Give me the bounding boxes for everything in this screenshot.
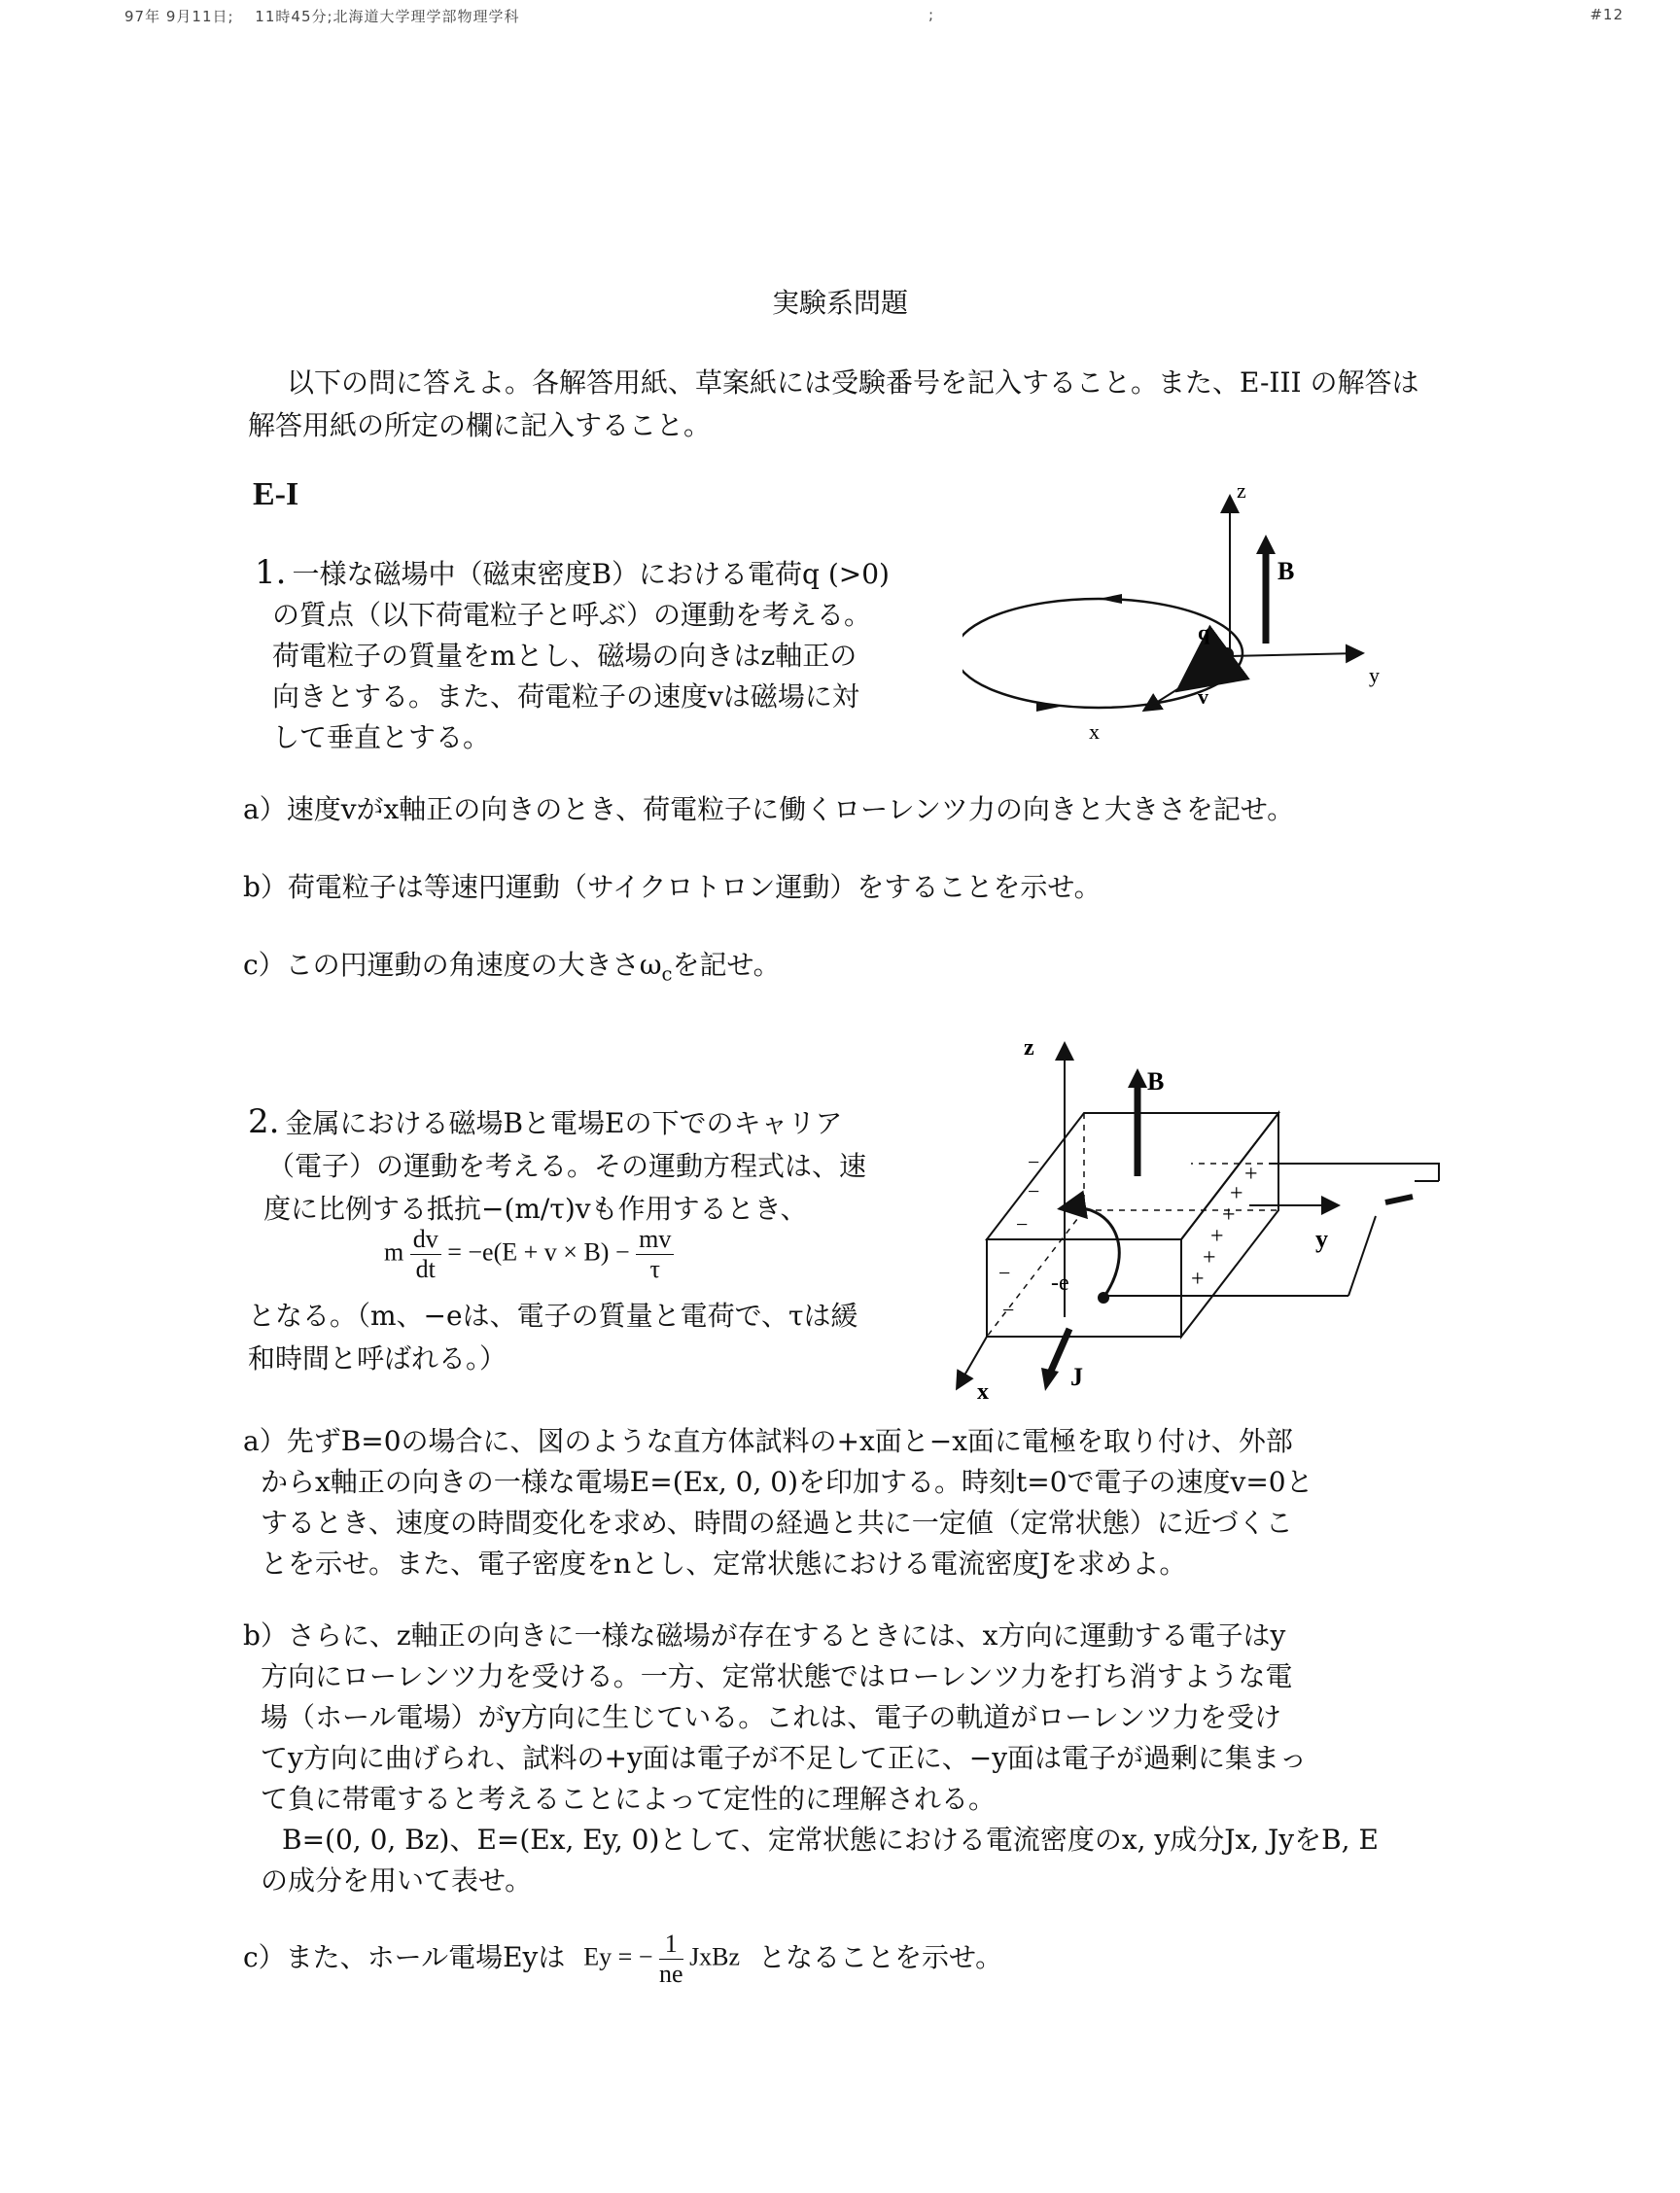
minus-sign: − — [1028, 1150, 1040, 1174]
hall-effect-figure — [948, 1026, 1473, 1405]
problem-2-b-line: b）さらに、z軸正の向きに一様な磁場が存在するときには、x方向に運動する電子はy — [243, 1619, 1286, 1652]
eq-dvdt — [410, 1225, 441, 1284]
problem-2-line: 度に比例する抵抗−(m/τ)vも作用するとき、 — [263, 1193, 808, 1225]
problem-1-question-c — [243, 945, 1449, 995]
hall-eq-den: ne — [659, 1960, 683, 1988]
problem-2-number: 2. — [248, 1102, 280, 1141]
problem-1-line: 荷電粒子の質量をmとし、磁場の向きはz軸正の — [272, 640, 858, 672]
eq-dt: dt — [415, 1255, 436, 1283]
cyclotron-figure — [962, 476, 1410, 758]
eq-middle: = −e(E + v × B) − — [447, 1237, 630, 1267]
problem-2-question-c — [243, 1930, 1429, 1989]
fig1-y-label: y — [1369, 663, 1380, 687]
problem-1-question-a: a）速度vがx軸正の向きのとき、荷電粒子に働くローレンツ力の向きと大きさを記せ。 — [243, 793, 1295, 825]
plus-sign: + — [1203, 1245, 1216, 1271]
section-label: E-I — [253, 476, 299, 512]
problem-2-b-line: 方向にローレンツ力を受ける。一方、定常状態ではローレンツ力を打ち消すような電 — [261, 1660, 1293, 1692]
problem-1-number: 1. — [255, 553, 287, 592]
fax-header — [39, 6, 1653, 29]
fax-header-left: 97年 9月11日; 11時45分;北海道大学理学部物理学科 — [124, 8, 520, 25]
plus-sign: + — [1244, 1162, 1258, 1187]
page-title: 実験系問題 — [771, 287, 908, 319]
omega-subscript: c — [661, 962, 673, 986]
plus-sign: + — [1230, 1181, 1243, 1206]
eq-mv: mv — [636, 1225, 674, 1255]
fig2-z-label: z — [1024, 1035, 1034, 1061]
fax-header-separator: ; — [928, 6, 935, 23]
intro-text: 以下の問に答えよ。各解答用紙、草案紙には受験番号を記入すること。また、E-III の解答は解答用紙の所定の欄に記入すること。 — [248, 366, 1419, 441]
hall-eq-rhs: JxBz — [689, 1942, 741, 1971]
problem-2-b-line: 場（ホール電場）がy方向に生じている。これは、電子の軌道がローレンツ力を受け — [261, 1701, 1282, 1733]
problem-2-question-b — [243, 1616, 1429, 1901]
fig1-v-label: v — [1198, 684, 1208, 709]
fig2-B-label: B — [1147, 1067, 1165, 1096]
problem-2-after-line: 和時間と呼ばれる。） — [248, 1342, 508, 1375]
problem-2 — [248, 1100, 967, 1231]
problem-1-line: して垂直とする。 — [272, 721, 491, 753]
omega-symbol: ω — [639, 949, 662, 981]
problem-1 — [255, 552, 955, 758]
problem-1-question-b: b）荷電粒子は等速円運動（サイクロトロン運動）をすることを示せ。 — [243, 871, 1102, 903]
plus-sign: + — [1210, 1224, 1224, 1249]
problem-2-b-line: の成分を用いて表せ。 — [261, 1864, 533, 1897]
problem-2-a-line: a）先ずB=0の場合に、図のような直方体試料の+x面と−x面に電極を取り付け、外部 — [243, 1425, 1293, 1457]
eq-dv: dv — [410, 1225, 441, 1255]
fig2-J-label: J — [1070, 1363, 1083, 1391]
problem-1-line: 向きとする。また、荷電粒子の速度vは磁場に対 — [272, 680, 859, 713]
problem-2-line: （電子）の運動を考える。その運動方程式は、速 — [267, 1150, 867, 1182]
fax-page-number: #12 — [1590, 6, 1624, 23]
plus-sign: + — [1222, 1202, 1236, 1228]
intro-paragraph — [248, 362, 1424, 447]
equation-of-motion — [384, 1225, 674, 1284]
problem-2-b-line: B=(0, 0, Bz)、E=(Ex, Ey, 0)として、定常状態における電流密度のx, y成分Jx, JyをB, E — [282, 1824, 1379, 1856]
problem-2-a-line: からx軸正の向きの一様な電場E=(Ex, 0, 0)を印加する。時刻t=0で電子の速度v=0と — [261, 1466, 1313, 1498]
problem-2-line: 金属における磁場Bと電場Eの下でのキャリア — [285, 1107, 843, 1139]
hall-field-equation — [583, 1930, 740, 1989]
fig2-y-label: y — [1315, 1225, 1328, 1253]
hall-eq-num: 1 — [659, 1930, 683, 1960]
fig2-x-label: x — [977, 1379, 989, 1405]
eq-m: m — [384, 1237, 404, 1267]
problem-2-b-line: て負に帯電すると考えることによって定性的に理解される。 — [261, 1783, 997, 1815]
problem-2-question-a — [243, 1421, 1429, 1584]
problem-2-after-line: となる。（m、−eは、電子の質量と電荷で、τは緩 — [248, 1300, 858, 1332]
plus-sign: + — [1191, 1267, 1205, 1292]
fig2-electron-label: -e — [1051, 1271, 1069, 1296]
problem-1-line: の質点（以下荷電粒子と呼ぶ）の運動を考える。 — [272, 599, 872, 631]
problem-2-after-eq — [248, 1295, 967, 1380]
hall-eq-fraction — [659, 1930, 683, 1989]
fig1-B-label: B — [1278, 557, 1295, 585]
minus-sign: − — [1028, 1179, 1040, 1203]
problem-1-line: 一様な磁場中（磁束密度B）における電荷q (>0) — [292, 558, 890, 590]
problem-2-c-post: となることを示せ。 — [757, 1941, 1003, 1973]
problem-1-c-text: c）この円運動の角速度の大きさ — [243, 949, 640, 981]
fig1-z-label: z — [1237, 478, 1246, 503]
problem-1-c-post: を記せ。 — [672, 949, 781, 981]
problem-2-c-pre: c）また、ホール電場Eyは — [243, 1941, 566, 1973]
minus-sign: − — [998, 1261, 1011, 1285]
problem-2-a-line: するとき、速度の時間変化を求め、時間の経過と共に一定値（定常状態）に近づくこ — [261, 1507, 1293, 1539]
eq-mv-tau — [636, 1225, 674, 1284]
fig1-x-label: x — [1089, 719, 1100, 744]
minus-sign: − — [1016, 1212, 1029, 1236]
problem-2-a-line: とを示せ。また、電子密度をnとし、定常状態における電流密度Jを求めよ。 — [261, 1548, 1187, 1580]
fig1-q-label: q — [1198, 620, 1210, 644]
eq-tau: τ — [649, 1255, 660, 1283]
hall-eq-lhs: Ey = − — [583, 1942, 653, 1971]
minus-sign: − — [1002, 1298, 1015, 1322]
problem-2-b-line: てy方向に曲げられ、試料の+y面は電子が不足して正に、−y面は電子が過剰に集まっ — [261, 1742, 1308, 1774]
